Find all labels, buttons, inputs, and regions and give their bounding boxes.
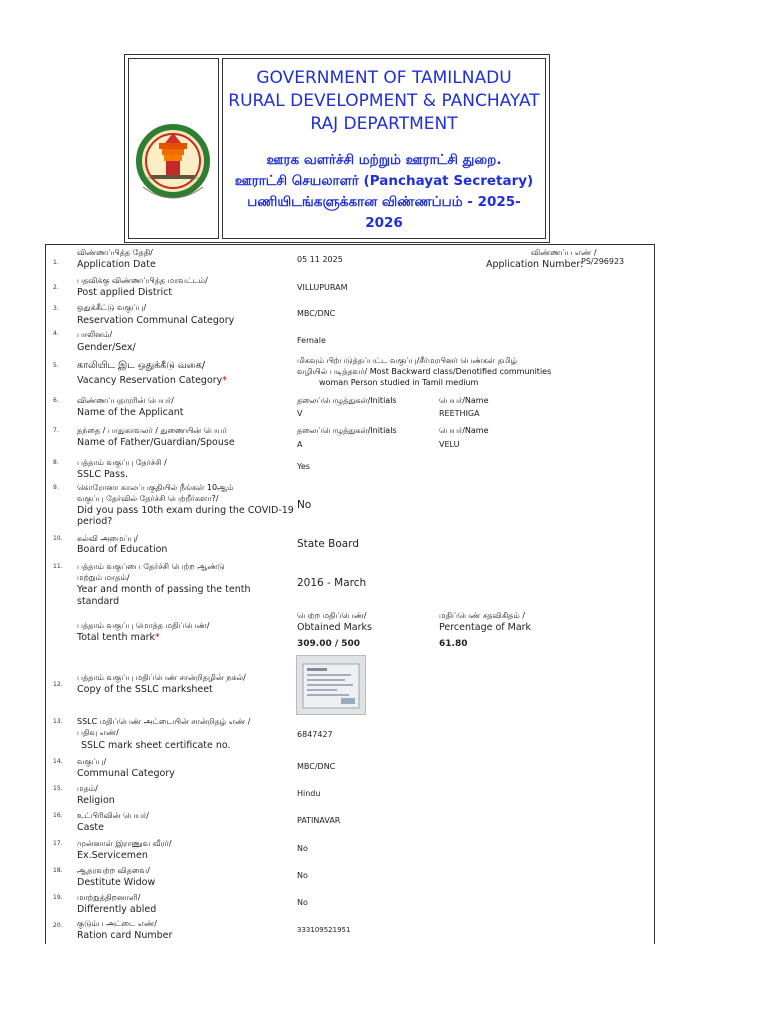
tamil-line-3: பணியிடங்களுக்கான விண்ணப்பம் - 2025- bbox=[247, 194, 521, 210]
field-label: Ex.Servicemen bbox=[77, 850, 148, 861]
row-number: 4. bbox=[53, 330, 59, 337]
field-label: Year and month of passing the tenth bbox=[77, 584, 251, 595]
field-label-tamil: பத்தாம் வகுப்பு மொத்த மதிப்பெண்/ bbox=[77, 621, 210, 630]
required-marker: * bbox=[155, 632, 160, 643]
application-date-value: 05 11 2025 bbox=[297, 255, 343, 264]
field-label-line-2: standard bbox=[77, 596, 120, 607]
percentage-label-tamil: மதிப்பெண் சதவிகிதம் / bbox=[439, 611, 526, 620]
communal-category-value: MBC/DNC bbox=[297, 762, 336, 771]
marksheet-thumbnail[interactable] bbox=[296, 655, 366, 715]
field-label: Communal Category bbox=[77, 768, 175, 779]
row-number: 14. bbox=[53, 758, 63, 765]
field-label-tamil: மாற்றுத்திறனாளி/ bbox=[77, 893, 141, 902]
field-label-tamil: வகுப்பு/ bbox=[77, 757, 107, 766]
field-label: Post applied District bbox=[77, 287, 173, 298]
field-label: Ration card Number bbox=[77, 930, 173, 941]
row-number: 17. bbox=[53, 840, 63, 847]
field-label: Reservation Communal Category bbox=[77, 315, 235, 326]
certificate-number-value: 6847427 bbox=[297, 730, 333, 739]
differently-abled-value: No bbox=[297, 898, 308, 907]
name-label: பெயர்/Name bbox=[439, 426, 489, 435]
gender-value: Female bbox=[297, 336, 326, 345]
title-box bbox=[222, 58, 546, 239]
field-label-tamil: கல்வி அமைப்பு/ bbox=[77, 534, 138, 543]
reservation-category-value: MBC/DNC bbox=[297, 309, 336, 318]
row-number: 16. bbox=[53, 812, 63, 819]
field-label: Destitute Widow bbox=[77, 877, 156, 888]
field-label-tamil: முன்னாள் இராணுவ வீரர்/ bbox=[77, 839, 172, 848]
row-number: 3. bbox=[53, 305, 59, 312]
tamilnadu-emblem-icon bbox=[129, 59, 218, 238]
row-number: 15. bbox=[53, 785, 63, 792]
row-number: 8. bbox=[53, 459, 59, 466]
field-label-tamil-line-2: பதிவு எண்/ bbox=[77, 728, 119, 737]
ex-servicemen-value: No bbox=[297, 844, 308, 853]
destitute-widow-value: No bbox=[297, 871, 308, 880]
field-label-tamil: ஆதரவற்ற விதவை/ bbox=[77, 866, 150, 875]
logo-box bbox=[128, 58, 219, 239]
passing-year-value: 2016 - March bbox=[297, 577, 367, 589]
document-preview-icon bbox=[297, 656, 365, 714]
sslc-pass-value: Yes bbox=[297, 462, 310, 471]
field-label: Board of Education bbox=[77, 544, 168, 555]
field-label: Copy of the SSLC marksheet bbox=[77, 684, 213, 695]
field-label-tamil: குடும்ப அட்டை எண்/ bbox=[77, 919, 157, 928]
field-label: Name of the Applicant bbox=[77, 407, 184, 418]
row-number: 12. bbox=[53, 681, 63, 688]
application-number-label: Application Number: bbox=[486, 259, 584, 270]
row-number: 1. bbox=[53, 259, 59, 266]
field-label: Caste bbox=[77, 822, 104, 833]
obtained-marks-value: 309.00 / 500 bbox=[297, 639, 361, 649]
percentage-label: Percentage of Mark bbox=[439, 622, 532, 633]
field-label: Differently abled bbox=[77, 904, 157, 915]
district-value: VILLUPURAM bbox=[297, 283, 348, 292]
vacancy-category-value-line-2: வழியில் படித்தவர்/ Most Backward class/Denotified communities bbox=[297, 367, 552, 376]
row-number: 11. bbox=[53, 563, 63, 570]
field-label-tamil: ஒதுக்கீட்டு வகுப்பு/ bbox=[77, 303, 147, 312]
row-number: 13. bbox=[53, 718, 63, 725]
field-label-tamil: SSLC மதிப்பெண் அட்டையின் சான்றிதழ் எண் / bbox=[77, 717, 251, 726]
field-label: Religion bbox=[77, 795, 115, 806]
row-number: 2. bbox=[53, 284, 59, 291]
field-label-line-2: period? bbox=[77, 516, 113, 527]
required-marker: * bbox=[222, 375, 228, 386]
field-label-tamil: பத்தாம் வகுப்பு மதிப்பெண் சான்றிதழின் நகல்/ bbox=[77, 673, 246, 682]
religion-value: Hindu bbox=[297, 789, 321, 798]
field-label-tamil: காலியிட இட ஒதுக்கீடு வகை/ bbox=[77, 360, 206, 371]
row-number: 19. bbox=[53, 894, 63, 901]
row-number: 5. bbox=[53, 362, 59, 369]
field-label: Application Date bbox=[77, 259, 156, 270]
field-label-tamil: பதவிக்கு விண்ணப்பித்த மாவட்டம்/ bbox=[77, 276, 208, 285]
guardian-initials-value: A bbox=[297, 440, 303, 449]
obtained-marks-label: Obtained Marks bbox=[297, 622, 372, 633]
initials-label: தலைப்பெழுத்துகள்/Initials bbox=[297, 396, 397, 405]
row-number: 6. bbox=[53, 397, 59, 404]
row-number: 9. bbox=[53, 484, 59, 491]
field-label-tamil: பாலினம்/ bbox=[77, 330, 113, 339]
field-label: Total tenth mark bbox=[77, 632, 156, 643]
field-label-tamil: விண்ணப்பித்த தேதி/ bbox=[77, 248, 153, 257]
title-line-1: GOVERNMENT OF TAMILNADU bbox=[256, 68, 512, 88]
field-label-tamil: பத்தாம் வகுப்பு தேர்ச்சி / bbox=[77, 458, 167, 467]
field-label: Vacancy Reservation Category bbox=[77, 375, 223, 386]
initials-label: தலைப்பெழுத்துகள்/Initials bbox=[297, 426, 397, 435]
application-number-label-tamil: விண்ணப்ப எண் / bbox=[531, 248, 597, 257]
field-label-tamil-line-2: வகுப்பு தேர்வில் தேர்ச்சி பெற்றீர்களா?/ bbox=[77, 494, 219, 503]
covid-exam-value: No bbox=[297, 499, 312, 511]
logo-caption: வாய்மையே வெல்லும் bbox=[147, 175, 200, 181]
tamil-line-4: 2026 bbox=[365, 215, 403, 231]
field-label: Gender/Sex/ bbox=[77, 342, 136, 353]
applicant-name-value: REETHIGA bbox=[439, 409, 480, 418]
vacancy-category-value-line-3: woman Person studied in Tamil medium bbox=[319, 378, 479, 387]
tamil-line-1: ஊரக வளர்ச்சி மற்றும் ஊராட்சி துறை. bbox=[266, 152, 502, 168]
name-label: பெயர்/Name bbox=[439, 396, 489, 405]
field-label-tamil: பத்தாம் வகுப்பை தேர்ச்சி பெற்ற ஆண்டு bbox=[77, 562, 225, 571]
percentage-value: 61.80 bbox=[439, 639, 468, 649]
ration-card-value: 333109521951 bbox=[297, 926, 351, 934]
field-label-tamil: விண்ணப்பதாரரின் பெயர்/ bbox=[77, 396, 174, 405]
tamil-line-2: ஊராட்சி செயலாளர் (Panchayat Secretary) bbox=[234, 173, 534, 189]
title-line-2: RURAL DEVELOPMENT & PANCHAYAT bbox=[228, 91, 540, 111]
field-label-tamil: உட்பிரிவின் பெயர்/ bbox=[77, 811, 149, 820]
board-value: State Board bbox=[297, 538, 359, 550]
row-number: 10. bbox=[53, 535, 63, 542]
row-number: 20. bbox=[53, 922, 63, 929]
vacancy-category-value: மிகவும் பிற்படுத்தப்பட்ட வகுப்பு/சீர்மரபினர் பெண்கள் தமிழ் bbox=[297, 356, 518, 365]
title-line-3: RAJ DEPARTMENT bbox=[310, 114, 458, 134]
field-label-tamil-line-2: மற்றும் மாதம்/ bbox=[77, 573, 130, 582]
field-label: Did you pass 10th exam during the COVID-19 bbox=[77, 505, 294, 516]
application-number-value: PS/296923 bbox=[581, 257, 625, 266]
field-label-tamil: கொரோனா காலப்பகுதியில் நீங்கள் 10ஆம் bbox=[77, 483, 234, 492]
field-label: Name of Father/Guardian/Spouse bbox=[77, 437, 235, 448]
applicant-initials-value: V bbox=[297, 409, 303, 418]
row-number: 18. bbox=[53, 867, 63, 874]
field-label: SSLC mark sheet certificate no. bbox=[81, 740, 231, 751]
row-number: 7. bbox=[53, 427, 59, 434]
caste-value: PATINAVAR bbox=[297, 816, 341, 825]
obtained-marks-label-tamil: பெற்ற மதிப்பெண்/ bbox=[297, 611, 367, 620]
guardian-name-value: VELU bbox=[439, 440, 460, 449]
field-label-tamil: தந்தை / பாதுகாவலர் / துணையின் பெயர் bbox=[77, 426, 227, 435]
field-label-tamil: மதம்/ bbox=[77, 784, 98, 793]
field-label: SSLC Pass. bbox=[77, 469, 129, 480]
